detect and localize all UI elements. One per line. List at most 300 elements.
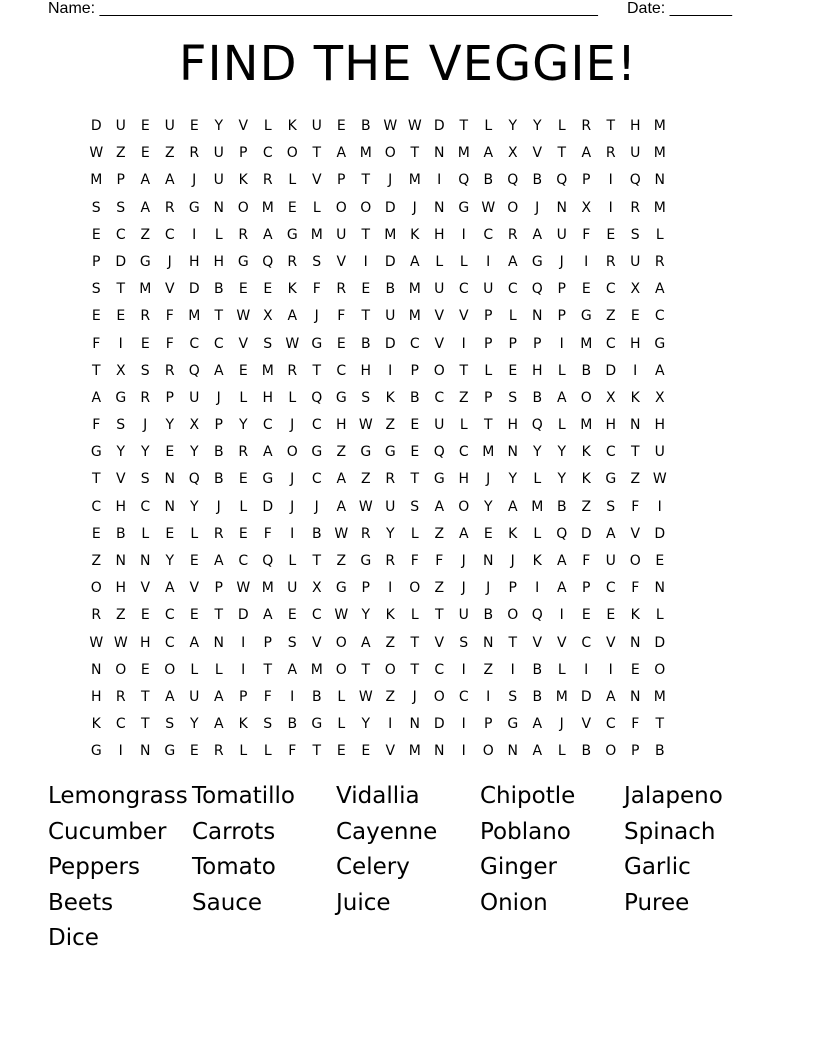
grid-letter: M xyxy=(261,362,274,379)
grid-letter: A xyxy=(189,634,200,651)
grid-letter: H xyxy=(188,253,200,270)
grid-letter: Q xyxy=(507,172,519,189)
grid-letter: R xyxy=(581,118,592,134)
grid-letter: U xyxy=(213,145,224,162)
grid-letter: C xyxy=(458,281,469,298)
grid-letter: N xyxy=(654,580,665,597)
word-bank-item: Ginger xyxy=(480,854,557,880)
grid-letter: M xyxy=(653,145,666,162)
grid-letter: H xyxy=(335,417,347,434)
grid-letter: H xyxy=(629,118,641,134)
grid-letter: G xyxy=(384,444,396,461)
grid-letter: J xyxy=(486,471,491,488)
grid-letter: I xyxy=(559,607,564,624)
grid-letter: L xyxy=(190,525,199,542)
grid-letter: R xyxy=(164,199,175,216)
grid-letter: I xyxy=(437,172,442,189)
grid-letter: I xyxy=(608,172,613,189)
grid-letter: D xyxy=(188,281,200,298)
grid-letter: H xyxy=(90,688,102,705)
grid-letter: Z xyxy=(605,308,616,325)
grid-letter: N xyxy=(630,688,641,705)
word-bank-item: Beets xyxy=(48,889,114,916)
grid-letter: S xyxy=(410,498,420,515)
grid-letter: U xyxy=(605,553,616,569)
grid-letter: I xyxy=(657,498,662,515)
grid-letter: M xyxy=(310,661,323,678)
grid-letter: T xyxy=(655,716,665,733)
grid-letter: L xyxy=(337,716,346,733)
grid-letter: H xyxy=(213,253,225,270)
grid-letter: U xyxy=(483,281,494,298)
grid-letter: T xyxy=(214,308,224,325)
grid-letter: I xyxy=(584,661,589,678)
header xyxy=(48,0,748,20)
grid-letter: L xyxy=(484,118,493,134)
grid-letter: F xyxy=(582,226,591,243)
grid-row xyxy=(84,195,672,222)
grid-letter: D xyxy=(654,634,666,651)
grid-letter: B xyxy=(385,281,396,298)
grid-letter: U xyxy=(287,580,298,597)
grid-letter: W xyxy=(113,634,128,651)
grid-letter: Q xyxy=(556,172,568,189)
grid-letter: L xyxy=(410,607,419,624)
grid-letter: J xyxy=(290,471,295,488)
word-bank-item: Spinach xyxy=(624,818,716,845)
grid-letter: G xyxy=(458,199,470,216)
grid-letter: F xyxy=(631,716,640,733)
grid-letter: C xyxy=(164,634,175,651)
grid-letter: N xyxy=(630,634,641,651)
grid-letter: L xyxy=(557,661,566,678)
grid-letter: A xyxy=(262,444,273,461)
grid-letter: C xyxy=(164,607,175,624)
grid-row xyxy=(84,249,672,276)
grid-letter: G xyxy=(360,444,372,461)
grid-letter: J xyxy=(412,199,417,216)
grid-letter: W xyxy=(236,308,251,325)
grid-letter: H xyxy=(433,226,445,243)
grid-letter: S xyxy=(165,716,175,733)
grid-letter: T xyxy=(91,362,101,379)
grid-letter: J xyxy=(388,172,393,189)
grid-letter: P xyxy=(239,145,248,162)
grid-row xyxy=(84,711,672,738)
grid-letter: O xyxy=(507,199,519,216)
grid-row xyxy=(84,113,672,140)
grid-letter: F xyxy=(582,553,591,569)
grid-letter: T xyxy=(214,607,224,624)
grid-letter: R xyxy=(91,607,102,624)
name-field[interactable]: Name: ________________________________________________________ xyxy=(48,0,598,17)
grid-letter: K xyxy=(385,607,395,624)
grid-letter: L xyxy=(239,389,248,406)
grid-letter: M xyxy=(408,308,421,325)
grid-letter: Z xyxy=(140,226,151,243)
grid-letter: A xyxy=(556,389,567,406)
word-bank-item: Garlic xyxy=(624,854,691,880)
grid-row xyxy=(84,167,672,194)
grid-letter: I xyxy=(486,253,491,270)
grid-letter: T xyxy=(630,444,640,461)
grid-letter: C xyxy=(605,716,616,733)
grid-letter: I xyxy=(363,253,368,270)
grid-letter: A xyxy=(262,607,273,624)
grid-letter: Y xyxy=(508,471,518,488)
grid-letter: G xyxy=(335,580,347,597)
grid-letter: R xyxy=(213,743,224,760)
grid-letter: G xyxy=(433,471,445,488)
grid-letter: E xyxy=(263,281,273,298)
grid-letter: D xyxy=(262,498,274,515)
grid-letter: A xyxy=(507,253,518,270)
grid-letter: M xyxy=(359,145,372,162)
grid-letter: I xyxy=(290,688,295,705)
grid-letter: E xyxy=(336,118,346,134)
grid-letter: Z xyxy=(581,498,592,515)
grid-letter: W xyxy=(652,471,667,488)
grid-letter: U xyxy=(164,118,175,134)
word-bank-item: Lemongrass xyxy=(48,783,188,809)
grid-letter: K xyxy=(238,172,248,189)
grid-letter: B xyxy=(409,389,420,406)
word-bank-item: Celery xyxy=(336,854,410,880)
grid-letter: N xyxy=(434,199,445,216)
grid-letter: G xyxy=(507,716,519,733)
grid-letter: R xyxy=(605,145,616,162)
grid-letter: N xyxy=(91,661,102,678)
grid-letter: J xyxy=(216,498,221,515)
word-bank-item: Cucumber xyxy=(48,818,167,845)
grid-letter: J xyxy=(559,716,564,733)
grid-letter: P xyxy=(92,253,101,270)
grid-letter: Z xyxy=(115,145,126,162)
grid-letter: O xyxy=(507,607,519,624)
grid-letter: E xyxy=(91,226,101,243)
grid-letter: G xyxy=(654,335,666,352)
grid-letter: J xyxy=(143,417,148,434)
grid-letter: L xyxy=(190,661,199,678)
grid-letter: O xyxy=(90,580,102,597)
grid-letter: Z xyxy=(434,580,445,597)
grid-letter: Q xyxy=(531,281,543,298)
grid-letter: K xyxy=(287,118,297,134)
grid-letter: N xyxy=(115,553,126,569)
grid-row xyxy=(84,630,672,657)
grid-letter: D xyxy=(433,716,445,733)
grid-letter: P xyxy=(484,716,493,733)
grid-letter: E xyxy=(606,226,616,243)
grid-letter: O xyxy=(360,199,372,216)
grid-letter: I xyxy=(461,743,466,760)
grid-letter: D xyxy=(237,607,249,624)
grid-letter: W xyxy=(358,688,373,705)
word-bank xyxy=(48,779,768,957)
grid-letter: C xyxy=(409,335,420,352)
grid-letter: U xyxy=(458,607,469,624)
grid-letter: J xyxy=(192,172,197,189)
grid-letter: F xyxy=(92,417,101,434)
grid-letter: A xyxy=(213,362,224,379)
grid-letter: I xyxy=(608,199,613,216)
grid-letter: Y xyxy=(385,525,395,542)
date-field[interactable]: Date: _______ xyxy=(627,0,732,17)
grid-letter: C xyxy=(434,389,445,406)
grid-letter: V xyxy=(385,743,396,760)
grid-letter: D xyxy=(384,335,396,352)
grid-letter: Z xyxy=(360,471,371,488)
grid-letter: L xyxy=(655,226,664,243)
grid-letter: E xyxy=(336,335,346,352)
grid-letter: C xyxy=(605,335,616,352)
grid-letter: A xyxy=(91,389,102,406)
grid-letter: S xyxy=(91,281,101,298)
grid-letter: P xyxy=(484,335,493,352)
grid-letter: N xyxy=(630,417,641,434)
grid-letter: L xyxy=(141,525,150,542)
grid-letter: B xyxy=(213,444,224,461)
grid-letter: V xyxy=(336,253,347,270)
grid-letter: P xyxy=(508,335,517,352)
grid-letter: X xyxy=(605,389,616,406)
grid-letter: A xyxy=(213,553,224,569)
grid-letter: Y xyxy=(165,553,175,569)
grid-letter: O xyxy=(335,661,347,678)
grid-letter: N xyxy=(483,634,494,651)
grid-letter: Y xyxy=(557,471,567,488)
grid-letter: A xyxy=(164,580,175,597)
grid-letter: O xyxy=(458,498,470,515)
grid-letter: C xyxy=(581,634,592,651)
grid-letter: J xyxy=(290,498,295,515)
grid-letter: Y xyxy=(483,498,493,515)
grid-letter: O xyxy=(629,553,641,569)
grid-letter: L xyxy=(214,226,223,243)
grid-letter: S xyxy=(361,389,371,406)
grid-letter: R xyxy=(238,444,249,461)
grid-letter: I xyxy=(290,525,295,542)
grid-letter: S xyxy=(630,226,640,243)
grid-letter: C xyxy=(238,553,249,569)
grid-letter: I xyxy=(633,362,638,379)
word-bank-item: Juice xyxy=(336,889,391,916)
grid-letter: F xyxy=(631,498,640,515)
grid-letter: L xyxy=(533,525,542,542)
grid-letter: P xyxy=(533,335,542,352)
grid-letter: N xyxy=(556,199,567,216)
grid-letter: B xyxy=(360,335,371,352)
grid-letter: E xyxy=(361,743,371,760)
grid-letter: C xyxy=(483,226,494,243)
grid-letter: W xyxy=(334,525,349,542)
grid-letter: C xyxy=(115,716,126,733)
grid-letter: X xyxy=(189,417,200,434)
grid-letter: I xyxy=(118,335,123,352)
grid-letter: M xyxy=(482,444,495,461)
grid-letter: Z xyxy=(91,553,102,569)
grid-letter: L xyxy=(239,498,248,515)
grid-letter: P xyxy=(337,172,346,189)
grid-letter: L xyxy=(288,389,297,406)
grid-letter: E xyxy=(165,444,175,461)
grid-row xyxy=(84,602,672,629)
grid-letter: P xyxy=(239,688,248,705)
grid-letter: N xyxy=(532,308,543,325)
grid-letter: R xyxy=(189,145,200,162)
grid-letter: J xyxy=(412,688,417,705)
grid-letter: T xyxy=(483,417,493,434)
grid-letter: H xyxy=(605,417,617,434)
word-bank-item: Poblano xyxy=(480,818,571,845)
grid-letter: P xyxy=(484,389,493,406)
grid-letter: D xyxy=(384,253,396,270)
grid-letter: S xyxy=(508,389,518,406)
grid-letter: V xyxy=(605,634,616,651)
grid-letter: D xyxy=(580,525,592,542)
grid-letter: Z xyxy=(434,525,445,542)
grid-letter: L xyxy=(410,525,419,542)
grid-letter: F xyxy=(312,281,321,298)
grid-letter: Q xyxy=(531,607,543,624)
grid-letter: P xyxy=(214,580,223,597)
grid-letter: E xyxy=(606,607,616,624)
grid-letter: Q xyxy=(433,444,445,461)
grid-letter: E xyxy=(140,335,150,352)
word-bank-item: Cayenne xyxy=(336,818,438,845)
grid-letter: U xyxy=(434,281,445,298)
grid-letter: G xyxy=(90,444,102,461)
grid-letter: M xyxy=(188,308,201,325)
grid-letter: A xyxy=(605,525,616,542)
grid-letter: Q xyxy=(629,172,641,189)
grid-letter: P xyxy=(263,634,272,651)
grid-letter: U xyxy=(434,417,445,434)
grid-letter: A xyxy=(581,145,592,162)
grid-letter: R xyxy=(385,553,396,569)
grid-letter: Y xyxy=(189,444,199,461)
grid-letter: S xyxy=(606,498,616,515)
word-bank-item: Carrots xyxy=(192,818,276,845)
grid-letter: B xyxy=(654,743,665,760)
grid-letter: S xyxy=(287,634,297,651)
grid-letter: C xyxy=(434,661,445,678)
grid-letter: J xyxy=(167,253,172,270)
grid-row xyxy=(84,657,672,684)
grid-letter: C xyxy=(262,417,273,434)
grid-row xyxy=(84,521,672,548)
grid-letter: U xyxy=(385,308,396,325)
grid-letter: B xyxy=(532,661,543,678)
grid-letter: V xyxy=(311,634,322,651)
grid-letter: O xyxy=(580,389,592,406)
grid-letter: D xyxy=(115,253,127,270)
grid-letter: P xyxy=(214,417,223,434)
grid-letter: R xyxy=(605,253,616,270)
grid-letter: O xyxy=(115,661,127,678)
grid-letter: A xyxy=(336,145,347,162)
grid-letter: M xyxy=(90,172,103,189)
grid-letter: H xyxy=(458,471,470,488)
grid-letter: J xyxy=(461,553,466,569)
grid-letter: M xyxy=(310,226,323,243)
grid-letter: M xyxy=(408,172,421,189)
grid-letter: J xyxy=(486,580,491,597)
grid-letter: I xyxy=(388,716,393,733)
grid-letter: S xyxy=(263,716,273,733)
grid-letter: A xyxy=(262,226,273,243)
grid-letter: W xyxy=(358,498,373,515)
grid-letter: T xyxy=(312,362,322,379)
grid-letter: E xyxy=(630,308,640,325)
grid-letter: E xyxy=(189,607,199,624)
grid-letter: A xyxy=(213,716,224,733)
grid-letter: T xyxy=(312,743,322,760)
grid-letter: B xyxy=(360,118,371,134)
grid-letter: U xyxy=(385,498,396,515)
grid-letter: K xyxy=(287,281,297,298)
grid-letter: A xyxy=(336,471,347,488)
grid-letter: L xyxy=(484,362,493,379)
page-title: FIND THE VEGGIE! xyxy=(178,36,638,92)
grid-letter: E xyxy=(140,661,150,678)
grid-letter: R xyxy=(336,281,347,298)
grid-letter: Z xyxy=(164,145,175,162)
grid-letter: G xyxy=(188,199,200,216)
grid-letter: E xyxy=(581,281,591,298)
grid-row xyxy=(84,385,672,412)
grid-letter: N xyxy=(507,743,518,760)
grid-letter: M xyxy=(580,335,593,352)
grid-letter: A xyxy=(654,281,665,298)
grid-letter: J xyxy=(314,498,319,515)
grid-letter: F xyxy=(631,580,640,597)
grid-letter: G xyxy=(580,308,592,325)
grid-letter: X xyxy=(115,362,126,379)
grid-letter: E xyxy=(189,118,199,134)
grid-letter: A xyxy=(140,199,151,216)
grid-letter: Q xyxy=(188,362,200,379)
grid-letter: V xyxy=(238,335,249,352)
grid-letter: B xyxy=(483,607,494,624)
grid-letter: Y xyxy=(238,417,248,434)
grid-letter: A xyxy=(164,688,175,705)
grid-letter: Y xyxy=(140,444,150,461)
grid-letter: D xyxy=(654,525,666,542)
grid-letter: J xyxy=(535,199,540,216)
grid-letter: S xyxy=(91,199,101,216)
grid-letter: V xyxy=(532,145,543,162)
grid-letter: N xyxy=(140,553,151,569)
grid-letter: S xyxy=(140,471,150,488)
grid-letter: A xyxy=(654,362,665,379)
word-bank-item: Dice xyxy=(48,925,99,951)
grid-letter: E xyxy=(140,607,150,624)
grid-letter: Z xyxy=(115,607,126,624)
grid-letter: A xyxy=(287,661,298,678)
grid-letter: K xyxy=(385,389,395,406)
grid-letter: N xyxy=(434,145,445,162)
grid-letter: M xyxy=(457,145,470,162)
grid-letter: O xyxy=(335,634,347,651)
grid-letter: D xyxy=(90,118,102,134)
grid-letter: G xyxy=(164,743,176,760)
grid-letter: U xyxy=(311,118,322,134)
grid-letter: S xyxy=(508,688,518,705)
grid-letter: S xyxy=(140,362,150,379)
grid-letter: C xyxy=(140,498,151,515)
grid-letter: E xyxy=(287,199,297,216)
